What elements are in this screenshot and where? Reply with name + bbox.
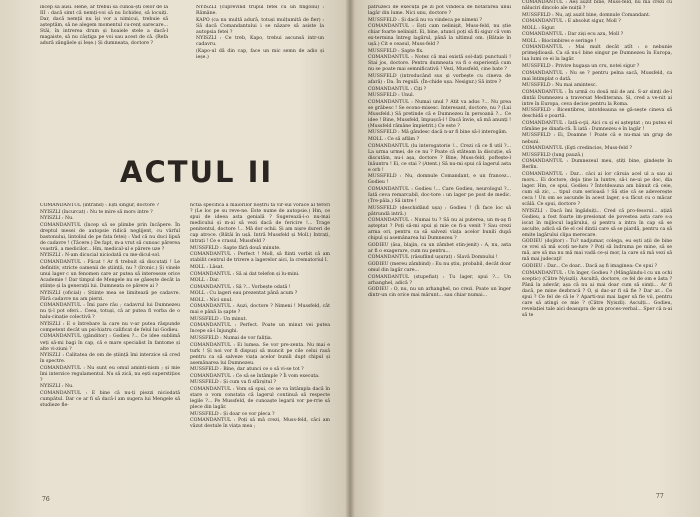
book-gutter: [345, 0, 355, 517]
text-paragraph: GODIEU (mereu zâmbind) : Eu nu știu, probabil, decât doar omul din lagăr care...: [368, 261, 511, 273]
text-paragraph: MUSSFELD : Unul.: [368, 93, 415, 99]
text-paragraph: MUSSFELD : Și dacă nu va vindeca pe nimeni ?: [368, 17, 482, 23]
text-paragraph: COMANDANTUL : Poți să mă crezi, Muss-feld, căci am văzut destule în viața mea ;: [190, 418, 330, 430]
text-paragraph: COMANDANTUL : Ei lumea. Se vor pre-zenta. Nu mai e turk ! Și noi vor fi dispuși să muncit pe cile celui rasă pentru ca să salveze viața acelor bunili dupt chipul și asemănarea lui Dumnezeu.: [190, 342, 330, 366]
text-paragraph: MOLL : Sigur.: [522, 25, 556, 31]
text-paragraph: GODIEU : Dar... Ce doar... Dacă aș fi imaginea: Ce spui ?: [522, 263, 657, 269]
text-paragraph: MOLL : Cu lageri eau prezentat până acum ?: [190, 291, 298, 297]
text-paragraph: COMANDANTUL : Aeș auzit bine, Muss-feld, nu mă crezi cu năluciri dincolo ale nuiții ?: [522, 0, 672, 12]
page-number-left: 76: [42, 496, 50, 503]
text-paragraph: MUSSFELD : Și doar ce vor pleca ?: [190, 411, 275, 417]
text-paragraph: COMANDANTUL (stupefiat) : Tu lager, spui ?... Un arhanghel, adică ?: [368, 274, 511, 286]
text-paragraph: COMANDANTUL : În urmă cu două mii de ani. S-ar simți de-l dintâi Dumnezeu a traversat Mediterana. Și, cred a ve-nit ai intre în Europa, ceva decise pentru la Roma.: [522, 89, 672, 107]
text-paragraph: COMANDANTUL : Îmi pare rău ; cadavrul lui Dumnezeu nu ți-l pot oferi... Ceea, totuși, că ar putea fi vorba de o halu-cinație colectivă ?: [40, 303, 180, 321]
text-paragraph: GODIEU : O, nu, nu un arhanghel, no crezi. Poate un înger dintr-un cin orice mai mărunt... sau chiar numai...: [368, 287, 511, 299]
left-top-column-1: [40, 5, 168, 109]
text-paragraph: COMANDANTUL : Ce să se întâmple ? Îi vom executa.: [190, 373, 320, 379]
text-paragraph: COMANDANTUL : Notez că mai există sol-dați punctuali ! Stai jos, doctore. Pentru dumneata va fi o experiență cum nu se poate mai semnificativă ! Vezi, Mussfeld, cine bate ?: [368, 55, 511, 73]
text-paragraph: COMANDANTUL : Perfect ! Moll, să fiinti vorbit că am stabilit centrul de trirere a lagerelor aici, la crematoriul I.: [190, 252, 330, 264]
text-paragraph: COMANDANTUL : Vom să spui, ce se va întâmpla dacă în stare o vom constata că lagerul continuă să respecte legile ?... Pe Mussfeld, de cunoaște legarii vor pe-rrie să plece din lagăr.: [190, 386, 330, 410]
text-paragraph: MUSSFELD : Ei, Doamne ! Poate că e nu-mai un grup de nebuni.: [522, 133, 672, 145]
text-paragraph: MUSSFELD : Bine, dar atunci ce o să vi-se tot ?: [190, 367, 304, 373]
text-paragraph: MUSSFELD : Privire hugașa un cru, notei sigur ?: [522, 63, 640, 69]
text-paragraph: COMANDANTUL (intrând) : Ești singur, doctore ?: [40, 203, 159, 208]
text-paragraph: COMANDANTUL : Auzi, doctore ? Nimeni ! Mussfeld, cât mai e până la șapte ?: [190, 304, 330, 316]
text-paragraph: GODIEU (dojitor) : Tu? nadjumar, colega, eu ești ații de bine ce vrei să mă scoți ne-lure ? Poți să îndruma pe mine, să se mă, are să ma nu mă mai vadă ce-și mor, la care să mă vezi să mă mai judecaţi!: [522, 239, 672, 263]
text-paragraph: COMANDANTUL : Un înger, Godieu ? (Mângâindu-l cu un ochi sceptic) (Către Nyiszli). Ascultă, doctore, ce fel de om e ăsta ? Până la adevăr, așa că nu ai mai doar cum să simți... Ar fi dacă, pe mine dezbracă ? O, și dac-ar fi să fie ? Dar ar... Ce spui ? Ce fel de că le ? Aparti-nui mai lager să fie vii, pentru care să atingi ce mie ? (Către Nyiszli). Asculți... Godieu, revelației tale aici deasupra de un proces-verbal... Sper că n-ai să te: [522, 270, 672, 318]
text-paragraph: COMANDANTUL : E bine că nu-ți piezzi niciodată cumpătul. Dar ce ar fi să dacă-l am sugera lui Mengele să studieze fle-: [40, 390, 180, 408]
text-paragraph: MUSSFELD : Nu, domnule Comandant, e un francez... Godieu !: [368, 174, 511, 186]
text-paragraph: COMANDANTUL (răsuflind ușurat) : Slavă Domnului !: [368, 255, 498, 261]
text-paragraph: COMANDANTUL (gânditor) : Godieu ?... Ce idee sublimă veți să-mi bagi în cap, că e mare specialist în fantome și alte vi-ziuni ?: [40, 334, 180, 352]
text-paragraph: COMANDANTUL : Mai mult decât atît : o nebunie primejdioasă. Ca să nu-l bine singur pe Dumnezeu în Europa, lua lumi ce ei la lagăr.: [522, 45, 672, 63]
text-paragraph: încep să ausi. Hehe, ar trebui să cunoa-ști celor de la III : dacă simt că nemți-voi să nu lichidez, să locuiți. Dar, dacă nemții nu își vor a nimicui, trebuie să așteptăm, să ne alegem momentul cu-renț oarecare... Stăi, în intrerea drum și hoaiele stele a dacă-l magaiste, să nu câștiga pe voi sau acest de câ. (Refa adură zăngăele și Ieșe.) Și dumneata, doctore ?: [40, 5, 168, 47]
text-paragraph: MOLL : Dar.: [190, 278, 220, 284]
text-paragraph: MOLL : Biocimbires e seringe !: [522, 38, 597, 44]
text-paragraph: MOLL : Lăsat.: [190, 264, 224, 270]
text-paragraph: MUSSFELD : Și cum va fi sfârșitul ?: [190, 380, 277, 386]
text-paragraph: COMANDANTUL : E absolut sigur, Moll ?: [522, 19, 621, 25]
text-paragraph: COMANDANTUL (Eşti credincios, Muss-feld ?: [522, 146, 632, 152]
text-paragraph: COMANDANTUL : Nu se ? pentru pelna sacă, Mussfeld, ca mai întimplat o dată.: [522, 70, 672, 82]
text-paragraph: MUSSFELD : Mă gândesc dacă n-ar fi bine să-l interogăm.: [368, 130, 508, 136]
text-paragraph: patruzeci de execuții pe zi pot vindeca de hotărârea unui lagăr din lume. Nici unu, doctore ?: [368, 5, 511, 17]
right-column-2: [522, 0, 672, 494]
text-paragraph: COMANDANTUL : Să ai dat telefon și lu-mini.: [190, 271, 300, 277]
left-top-column-2: [196, 5, 324, 109]
text-paragraph: COMANDANTUL : Păcat ! Ar fi trebuit să discutați ! Le definitiv, stricte oamenii de știință, nu ? (Ironic.) Și vinele unui lager c un fenomen care ar putea să intereseze orice Academie ! Dar timpul de Mengele nu se găsește decât la științe și la generații lui. Dumneata ce părere ai ?: [40, 259, 180, 290]
text-paragraph: COMANDANTUL (încep să se plimbe prin încăpere. În dreptul mesei de autopsie ridică neglijent, cu vârful bastonului, lintoliul de pe fata fetei) : Vad că nu duci lipsă de cadavre ! (Tăcere.) De fapt, m-a vrut să cunoac părerea voastră, a medicilor... Hm, medical-ul e părere uze ?: [40, 222, 180, 252]
text-paragraph: MUSSFELD : Șapte fix.: [368, 48, 424, 54]
text-paragraph: MUSSFELD : Nu, aţi auzit bine, domnule Comandant.: [522, 12, 651, 18]
text-paragraph: NYISZLI (oficial) : Științe mea se limitează pe cadavre. Fără cadavre nu am pierzi.: [40, 290, 180, 302]
text-paragraph: NYISZLI : Ce treb, Kapo, trebui ascunsă intr-un cadavru.: [196, 36, 324, 48]
text-paragraph: COMANDANTUL : Să ?... Vorbește odată !: [190, 284, 291, 290]
text-paragraph: MUSSFELD (deschidând ușa) : Godieu ! (Îi face loc să pătrundă intră.): [368, 205, 511, 217]
text-paragraph: nctia specifică a maiorilor noștrii ta vir-sul vorace al terori ? (Le loc pe su reve-ne. Este nume de autopsie.) Hm, ce spui de ideea asta genială ? Sugerează-i-o nu-mai medicului și m-ai să vezi dacă de fericire !... Trage penitentul, doctore !... Mă dor ochii. Și am nișre dureri de cap atroce. (Bătăi în ușă. Intră Mussfeld și Moll.) Intrați, intrați ! Ce e crasul, Mussfeld ?: [190, 203, 330, 245]
text-paragraph: COMANDANTUL (lu interogatorie !... Crezi că ce fi util ?... La urma urmei, de ce nu ? Poate că stăteam la discuție, să discutăm, nu-i așa, doctore ? Bine, Muss-feld, poftește-l înăuntru ! Ei, ce stai ? (Atent.) Să nu-mi spui că lagerul asta e orb !: [368, 143, 511, 173]
text-paragraph: NYISZLI : E o întrebare la care nu v-ar putea răspunde competent decât un psi-hiatru calificat de felul lui Godieu.: [40, 321, 180, 333]
text-paragraph: MUSSFELD : Sapte fără două minute.: [190, 245, 281, 251]
text-paragraph: COMANDANTUL : Dar... căci ai lor căruia acel ul a sau ai mors... Ei doctore, deja ține la luntre, să-i ne-ui pe doc, dia lager. Hm, ce spui, Godieu ? Întotdeauna am bănuit că ceie, cum să zic, ... tipul cum serioasă ! Să stie că se adeverește ceca ! Un om se ascunde în acest lager, s-a făcut cu o măcar scălă. Ce spui, doctore ?: [522, 171, 672, 207]
text-paragraph: NYISZLI (cuprevind trupul fetei cu un fingoliu) : Rămâne.: [196, 5, 324, 17]
text-paragraph: MUSSFELD (lung pauză.): [522, 152, 584, 158]
text-paragraph: COMANDANTUL : Nu sunt eu omul aminti-nism ; și mie îmi interzice regulamentul. Nu să zică, nu ești superstițios ?: [40, 365, 180, 383]
left-column-1: [40, 203, 180, 493]
text-paragraph: COMANDANTUL : Ești cam nelinișit, Muss-feld, nu știe chiar foarte nelinișit. Ei, bine, atunci poți să fii sigur că vom ex-termina întreg lagărul, până la ultimul om. (Bătaie în ușă.) Cit e ceasul, Muss-feld ?: [368, 24, 511, 48]
text-paragraph: NYISZLI : Dacă îmi îngăduiți... Cred că pro-fesorul... ațiză Godieu, a fost foarte im-presionat de povestea asta care s-a iscat în mijlocul lagărului, și pentru a intra în cap să se asculte, adică să fie el cel dintii care să se piardă, pentru ca să emite lagărului clipa merecare.: [522, 208, 672, 238]
text-paragraph: NYISZLI : N-am dicucial niciodată cu me-dicul-sol.: [40, 253, 161, 259]
text-paragraph: NYISZLI : Nu.: [40, 384, 74, 390]
text-paragraph: COMANDANTUL : Dar ziși ecu azu, Moll ?: [522, 32, 624, 38]
text-paragraph: COMANDANTUL : Perfect. Poate un minut vei putea începe să-i înjunghi.: [190, 323, 330, 335]
act-title: ACTUL II: [120, 155, 274, 189]
text-paragraph: COMANDANTUL : Iată-o-ţii, Aici cu și ei așteptat ; nu putea el rămâne pe dinafa-ră. Îi iată : Dumnezeu e în lagăr !: [522, 120, 672, 132]
text-paragraph: NYISZLI : Nu.: [40, 216, 74, 222]
left-column-2: [190, 203, 330, 493]
right-column-1: [368, 5, 511, 493]
text-paragraph: MUSSFELD (introducând sus și vorbește cu cineva de afară) : Da. În regulă. (În-chide ușa. Nesigur.) Să intre ?: [368, 74, 511, 86]
text-paragraph: (Kapo-ul dă din cap, face un mic semn de adio și ieșe.): [196, 48, 324, 60]
text-paragraph: MOLL : Ce să aflăm ?: [368, 136, 420, 142]
text-paragraph: MUSSFELD : Un minut.: [190, 316, 248, 322]
text-paragraph: GODIEU (ăsa, blajin, cu un zâmbet stin-jenit) : A, nu, asta ar fi o exagerare, cum nu pentru...: [368, 242, 511, 254]
text-paragraph: COMANDANTUL : Ciți ?: [368, 86, 427, 92]
text-paragraph: NYISZLI : Calitatea de om de știință îmi interzice să cred în spectre.: [40, 353, 180, 365]
text-paragraph: KAPO (ca nu multă adură, totuși mulțumită de fier) : Să dacă Comandantului i se năzare să asiste la autopsia fetei ?: [196, 17, 324, 35]
text-paragraph: COMANDANTUL : Dumnezeul meu, știți bine, gindește în Berlin.: [522, 159, 672, 171]
text-paragraph: MOLL : Nici unul.: [190, 297, 233, 303]
text-paragraph: MUSSFELD : Bicentibres, intotdeauna se gă-sește cineva să deschidă o poartă.: [522, 108, 672, 120]
right-page: [350, 0, 700, 517]
text-paragraph: COMANDANTUL : Numai tu ? Să nu ai puterea, un m-aș fi așteptat ? Poți să-mi spui și mie ce fi-a venit ? Sau crezi arma ori, pentru ca să salvezi viața acelor bunili după chipul și asemănarea lui Dumnezeu ?: [368, 218, 511, 242]
text-paragraph: COMANDANTUL : Numai unul ? Atit va adus ?... Nu prea se grăbesc ! Se econo-misesc. Interesant, doctore, nu ? (Lui Mussfeld.) Să pretinde că e Dumnezeu în persoană ?... Ce idee ! Bine, Mussfeld, împușcă-l ! Dacă învie, să mă anunți ! (Mussfeld rămâne împietrit.) Ce este ?: [368, 99, 511, 129]
text-paragraph: MUSSFELD : Nu mai amintesc.: [522, 83, 597, 89]
text-paragraph: COMANDANTUL : Godieu !... Care Godieu, neurologul ?... Iată ceva remarcabil, doc-tore : un lager pe post de medic. (Tre-pâla.) Să intre !: [368, 186, 511, 204]
text-paragraph: NYISZLI (încurcat) : Nu te mire să mors intre ?: [40, 209, 153, 215]
text-paragraph: MUSSFELD : Numai de vor faliția.: [190, 335, 273, 341]
page-number-right: 77: [656, 493, 664, 500]
